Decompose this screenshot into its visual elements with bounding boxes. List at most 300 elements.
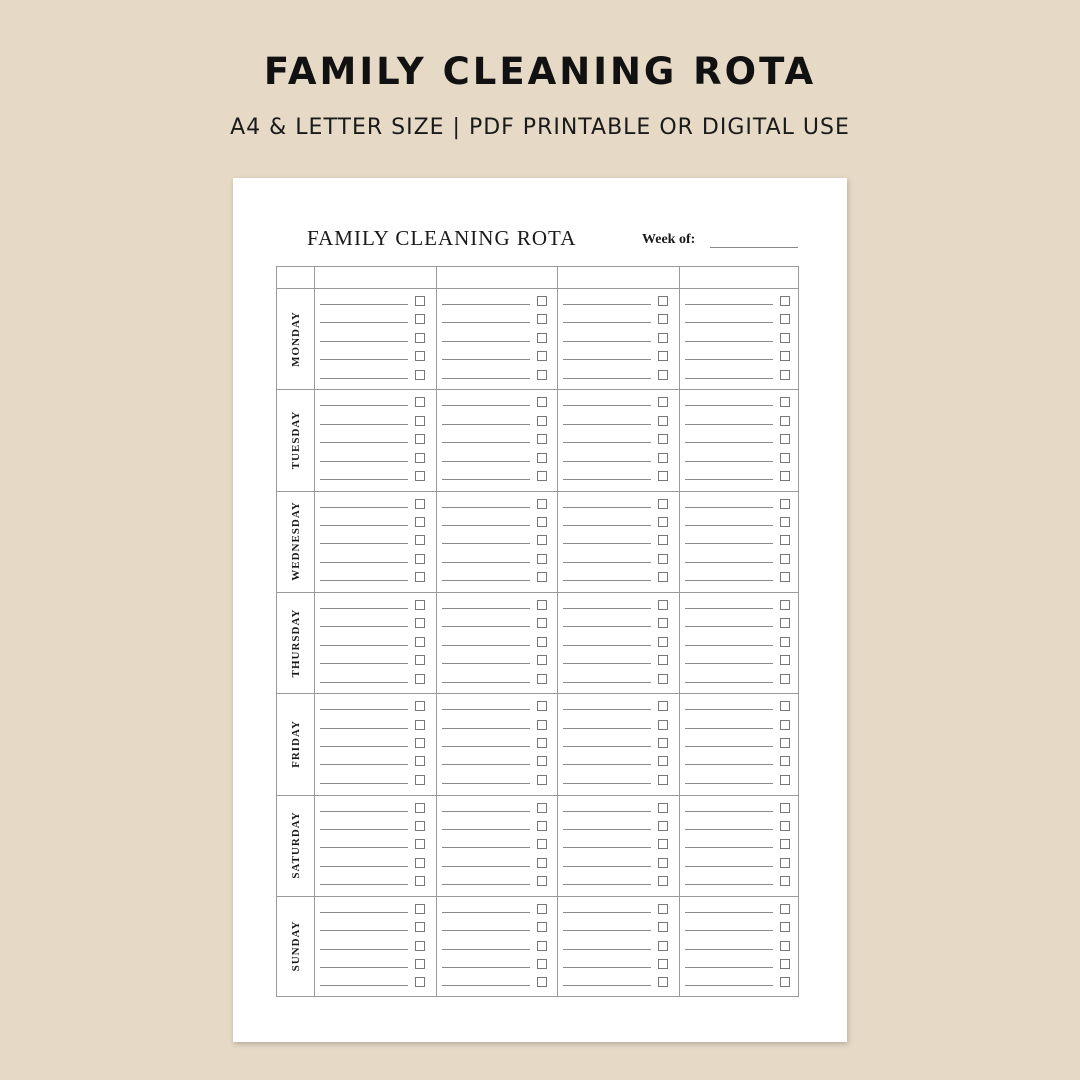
task-checkbox[interactable]	[780, 922, 790, 932]
task-checkbox[interactable]	[658, 535, 668, 545]
banner-subtitle: A4 & LETTER SIZE | PDF PRINTABLE OR DIGITAL USE	[230, 115, 850, 140]
task-checkbox[interactable]	[415, 416, 425, 426]
task-entry-line[interactable]	[320, 866, 408, 867]
task-entry-line[interactable]	[685, 866, 773, 867]
task-checkbox[interactable]	[658, 821, 668, 831]
column-header[interactable]	[679, 267, 801, 288]
task-entry-line[interactable]	[320, 626, 408, 627]
task-checkbox[interactable]	[780, 296, 790, 306]
task-entry-line[interactable]	[563, 930, 651, 931]
grid-header-divider	[277, 288, 798, 289]
task-checkbox[interactable]	[415, 554, 425, 564]
task-checkbox[interactable]	[780, 397, 790, 407]
task-entry-line[interactable]	[563, 442, 651, 443]
task-entry-line[interactable]	[563, 424, 651, 425]
task-entry-line[interactable]	[320, 461, 408, 462]
task-checkbox[interactable]	[780, 499, 790, 509]
task-checkbox[interactable]	[537, 858, 547, 868]
task-entry-line[interactable]	[320, 442, 408, 443]
task-checkbox[interactable]	[658, 720, 668, 730]
task-checkbox[interactable]	[780, 775, 790, 785]
task-checkbox[interactable]	[415, 701, 425, 711]
task-checkbox[interactable]	[658, 941, 668, 951]
task-entry-line[interactable]	[442, 341, 530, 342]
task-checkbox[interactable]	[415, 471, 425, 481]
task-entry-line[interactable]	[563, 543, 651, 544]
task-checkbox[interactable]	[537, 397, 547, 407]
task-entry-line[interactable]	[563, 866, 651, 867]
task-checkbox[interactable]	[415, 351, 425, 361]
task-entry-line[interactable]	[320, 645, 408, 646]
task-checkbox[interactable]	[415, 637, 425, 647]
grid-row-divider	[277, 693, 798, 694]
task-entry-line[interactable]	[563, 461, 651, 462]
task-entry-line[interactable]	[320, 847, 408, 848]
task-entry-line[interactable]	[563, 783, 651, 784]
task-checkbox[interactable]	[780, 858, 790, 868]
task-entry-line[interactable]	[442, 663, 530, 664]
task-checkbox[interactable]	[658, 397, 668, 407]
task-entry-line[interactable]	[442, 479, 530, 480]
day-label-tuesday	[277, 389, 314, 490]
task-entry-line[interactable]	[320, 829, 408, 830]
task-checkbox[interactable]	[658, 701, 668, 711]
task-checkbox[interactable]	[658, 618, 668, 628]
task-entry-line[interactable]	[442, 746, 530, 747]
task-checkbox[interactable]	[658, 904, 668, 914]
task-checkbox[interactable]	[537, 499, 547, 509]
task-checkbox[interactable]	[415, 959, 425, 969]
task-entry-line[interactable]	[563, 764, 651, 765]
task-entry-line[interactable]	[320, 985, 408, 986]
task-entry-line[interactable]	[563, 322, 651, 323]
task-checkbox[interactable]	[415, 738, 425, 748]
task-checkbox[interactable]	[415, 618, 425, 628]
task-entry-line[interactable]	[320, 728, 408, 729]
task-checkbox[interactable]	[415, 904, 425, 914]
task-entry-line[interactable]	[563, 304, 651, 305]
task-checkbox[interactable]	[780, 471, 790, 481]
task-entry-line[interactable]	[442, 884, 530, 885]
task-entry-line[interactable]	[685, 378, 773, 379]
task-checkbox[interactable]	[658, 471, 668, 481]
task-checkbox[interactable]	[780, 370, 790, 380]
task-checkbox[interactable]	[537, 296, 547, 306]
task-entry-line[interactable]	[685, 442, 773, 443]
task-checkbox[interactable]	[780, 416, 790, 426]
task-entry-line[interactable]	[685, 580, 773, 581]
task-entry-line[interactable]	[442, 608, 530, 609]
task-checkbox[interactable]	[537, 453, 547, 463]
task-entry-line[interactable]	[685, 829, 773, 830]
task-entry-line[interactable]	[685, 341, 773, 342]
task-checkbox[interactable]	[415, 333, 425, 343]
task-checkbox[interactable]	[537, 922, 547, 932]
task-entry-line[interactable]	[685, 847, 773, 848]
task-checkbox[interactable]	[780, 655, 790, 665]
task-checkbox[interactable]	[780, 351, 790, 361]
task-entry-line[interactable]	[442, 461, 530, 462]
task-entry-line[interactable]	[320, 884, 408, 885]
task-entry-line[interactable]	[563, 811, 651, 812]
task-entry-line[interactable]	[685, 608, 773, 609]
task-checkbox[interactable]	[780, 756, 790, 766]
task-checkbox[interactable]	[537, 674, 547, 684]
task-entry-line[interactable]	[442, 580, 530, 581]
task-entry-line[interactable]	[442, 709, 530, 710]
task-entry-line[interactable]	[320, 507, 408, 508]
task-entry-line[interactable]	[563, 709, 651, 710]
task-entry-line[interactable]	[563, 746, 651, 747]
task-entry-line[interactable]	[685, 912, 773, 913]
task-checkbox[interactable]	[537, 941, 547, 951]
task-checkbox[interactable]	[780, 517, 790, 527]
task-entry-line[interactable]	[442, 378, 530, 379]
task-entry-line[interactable]	[442, 543, 530, 544]
task-checkbox[interactable]	[537, 839, 547, 849]
task-entry-line[interactable]	[442, 811, 530, 812]
task-entry-line[interactable]	[685, 811, 773, 812]
task-entry-line[interactable]	[442, 728, 530, 729]
task-entry-line[interactable]	[320, 608, 408, 609]
task-checkbox[interactable]	[537, 600, 547, 610]
task-entry-line[interactable]	[685, 949, 773, 950]
task-entry-line[interactable]	[563, 405, 651, 406]
task-entry-line[interactable]	[320, 562, 408, 563]
task-checkbox[interactable]	[415, 434, 425, 444]
task-checkbox[interactable]	[415, 517, 425, 527]
grid-row-divider	[277, 896, 798, 897]
task-entry-line[interactable]	[685, 967, 773, 968]
task-checkbox[interactable]	[537, 637, 547, 647]
task-entry-line[interactable]	[685, 746, 773, 747]
task-entry-line[interactable]	[685, 461, 773, 462]
task-entry-line[interactable]	[563, 663, 651, 664]
task-checkbox[interactable]	[537, 554, 547, 564]
task-checkbox[interactable]	[537, 416, 547, 426]
task-entry-line[interactable]	[442, 847, 530, 848]
task-checkbox[interactable]	[415, 296, 425, 306]
task-checkbox[interactable]	[658, 674, 668, 684]
task-entry-line[interactable]	[685, 479, 773, 480]
task-checkbox[interactable]	[780, 701, 790, 711]
task-checkbox[interactable]	[537, 775, 547, 785]
task-entry-line[interactable]	[442, 645, 530, 646]
task-checkbox[interactable]	[658, 453, 668, 463]
task-checkbox[interactable]	[658, 803, 668, 813]
task-entry-line[interactable]	[442, 405, 530, 406]
task-entry-line[interactable]	[442, 525, 530, 526]
task-entry-line[interactable]	[685, 304, 773, 305]
task-entry-line[interactable]	[563, 608, 651, 609]
task-checkbox[interactable]	[537, 370, 547, 380]
task-checkbox[interactable]	[537, 803, 547, 813]
task-entry-line[interactable]	[442, 442, 530, 443]
task-checkbox[interactable]	[658, 517, 668, 527]
task-entry-line[interactable]	[442, 764, 530, 765]
column-header[interactable]	[314, 267, 436, 288]
task-entry-line[interactable]	[685, 663, 773, 664]
task-checkbox[interactable]	[415, 803, 425, 813]
task-entry-line[interactable]	[685, 543, 773, 544]
task-entry-line[interactable]	[442, 783, 530, 784]
task-checkbox[interactable]	[537, 977, 547, 987]
task-entry-line[interactable]	[685, 525, 773, 526]
task-entry-line[interactable]	[685, 359, 773, 360]
task-entry-line[interactable]	[685, 985, 773, 986]
task-entry-line[interactable]	[320, 811, 408, 812]
task-checkbox[interactable]	[658, 499, 668, 509]
task-checkbox[interactable]	[658, 922, 668, 932]
task-checkbox[interactable]	[658, 876, 668, 886]
task-entry-line[interactable]	[685, 728, 773, 729]
task-entry-line[interactable]	[320, 764, 408, 765]
task-entry-line[interactable]	[563, 341, 651, 342]
grid-column-divider	[679, 267, 680, 996]
task-checkbox[interactable]	[780, 941, 790, 951]
task-entry-line[interactable]	[563, 829, 651, 830]
task-checkbox[interactable]	[780, 618, 790, 628]
grid-column-divider	[314, 267, 315, 996]
task-entry-line[interactable]	[685, 322, 773, 323]
task-entry-line[interactable]	[563, 359, 651, 360]
task-checkbox[interactable]	[415, 600, 425, 610]
task-entry-line[interactable]	[320, 930, 408, 931]
task-checkbox[interactable]	[780, 314, 790, 324]
sheet-title: FAMILY CLEANING ROTA	[307, 226, 577, 250]
task-checkbox[interactable]	[415, 535, 425, 545]
task-checkbox[interactable]	[658, 554, 668, 564]
task-entry-line[interactable]	[685, 764, 773, 765]
task-entry-line[interactable]	[442, 682, 530, 683]
task-checkbox[interactable]	[415, 839, 425, 849]
task-checkbox[interactable]	[658, 600, 668, 610]
task-checkbox[interactable]	[658, 351, 668, 361]
task-checkbox[interactable]	[658, 370, 668, 380]
task-checkbox[interactable]	[415, 314, 425, 324]
task-checkbox[interactable]	[537, 720, 547, 730]
task-entry-line[interactable]	[442, 507, 530, 508]
task-checkbox[interactable]	[537, 333, 547, 343]
task-checkbox[interactable]	[780, 803, 790, 813]
task-checkbox[interactable]	[658, 977, 668, 987]
task-entry-line[interactable]	[563, 580, 651, 581]
task-checkbox[interactable]	[537, 572, 547, 582]
task-entry-line[interactable]	[685, 682, 773, 683]
task-entry-line[interactable]	[320, 341, 408, 342]
task-checkbox[interactable]	[537, 738, 547, 748]
task-checkbox[interactable]	[415, 720, 425, 730]
task-entry-line[interactable]	[320, 359, 408, 360]
task-checkbox[interactable]	[415, 858, 425, 868]
task-checkbox[interactable]	[658, 775, 668, 785]
task-checkbox[interactable]	[780, 720, 790, 730]
task-entry-line[interactable]	[563, 847, 651, 848]
task-checkbox[interactable]	[537, 618, 547, 628]
task-entry-line[interactable]	[320, 709, 408, 710]
task-entry-line[interactable]	[320, 543, 408, 544]
task-entry-line[interactable]	[685, 507, 773, 508]
task-entry-line[interactable]	[442, 304, 530, 305]
task-checkbox[interactable]	[658, 959, 668, 969]
task-entry-line[interactable]	[320, 967, 408, 968]
task-checkbox[interactable]	[537, 535, 547, 545]
task-checkbox[interactable]	[537, 434, 547, 444]
task-entry-line[interactable]	[563, 562, 651, 563]
task-checkbox[interactable]	[780, 904, 790, 914]
day-label-text: FRIDAY	[289, 719, 302, 768]
task-checkbox[interactable]	[415, 655, 425, 665]
task-checkbox[interactable]	[537, 517, 547, 527]
task-checkbox[interactable]	[537, 471, 547, 481]
task-entry-line[interactable]	[685, 783, 773, 784]
task-entry-line[interactable]	[685, 930, 773, 931]
task-checkbox[interactable]	[537, 314, 547, 324]
task-entry-line[interactable]	[563, 507, 651, 508]
task-checkbox[interactable]	[780, 738, 790, 748]
task-checkbox[interactable]	[537, 351, 547, 361]
task-checkbox[interactable]	[658, 756, 668, 766]
task-entry-line[interactable]	[320, 479, 408, 480]
task-entry-line[interactable]	[685, 405, 773, 406]
task-checkbox[interactable]	[415, 453, 425, 463]
day-label-saturday	[277, 795, 314, 896]
day-label-sunday	[277, 896, 314, 997]
task-checkbox[interactable]	[658, 416, 668, 426]
task-entry-line[interactable]	[320, 424, 408, 425]
task-entry-line[interactable]	[685, 645, 773, 646]
task-entry-line[interactable]	[563, 728, 651, 729]
task-entry-line[interactable]	[442, 424, 530, 425]
task-entry-line[interactable]	[320, 580, 408, 581]
task-checkbox[interactable]	[415, 397, 425, 407]
task-checkbox[interactable]	[780, 839, 790, 849]
task-entry-line[interactable]	[563, 479, 651, 480]
task-checkbox[interactable]	[780, 535, 790, 545]
day-label-text: WEDNESDAY	[289, 501, 302, 581]
task-entry-line[interactable]	[320, 783, 408, 784]
task-checkbox[interactable]	[415, 572, 425, 582]
task-entry-line[interactable]	[685, 424, 773, 425]
task-entry-line[interactable]	[442, 626, 530, 627]
task-checkbox[interactable]	[780, 959, 790, 969]
day-label-text: SUNDAY	[289, 921, 302, 972]
task-entry-line[interactable]	[563, 949, 651, 950]
task-checkbox[interactable]	[537, 701, 547, 711]
task-entry-line[interactable]	[442, 949, 530, 950]
task-checkbox[interactable]	[537, 655, 547, 665]
task-checkbox[interactable]	[658, 333, 668, 343]
task-checkbox[interactable]	[537, 756, 547, 766]
task-checkbox[interactable]	[658, 572, 668, 582]
task-entry-line[interactable]	[320, 949, 408, 950]
task-checkbox[interactable]	[415, 977, 425, 987]
task-entry-line[interactable]	[442, 359, 530, 360]
task-checkbox[interactable]	[415, 922, 425, 932]
task-entry-line[interactable]	[685, 626, 773, 627]
task-entry-line[interactable]	[442, 930, 530, 931]
task-entry-line[interactable]	[320, 663, 408, 664]
task-checkbox[interactable]	[415, 876, 425, 886]
task-entry-line[interactable]	[320, 378, 408, 379]
day-label-text: TUESDAY	[289, 410, 302, 470]
task-entry-line[interactable]	[442, 866, 530, 867]
task-checkbox[interactable]	[537, 876, 547, 886]
task-entry-line[interactable]	[685, 884, 773, 885]
task-entry-line[interactable]	[442, 985, 530, 986]
task-entry-line[interactable]	[320, 682, 408, 683]
task-entry-line[interactable]	[563, 884, 651, 885]
task-checkbox[interactable]	[537, 959, 547, 969]
task-checkbox[interactable]	[415, 775, 425, 785]
task-checkbox[interactable]	[415, 499, 425, 509]
task-checkbox[interactable]	[537, 904, 547, 914]
task-entry-line[interactable]	[563, 912, 651, 913]
task-entry-line[interactable]	[442, 912, 530, 913]
task-checkbox[interactable]	[780, 434, 790, 444]
task-entry-line[interactable]	[442, 829, 530, 830]
task-checkbox[interactable]	[780, 453, 790, 463]
task-checkbox[interactable]	[658, 296, 668, 306]
task-checkbox[interactable]	[658, 637, 668, 647]
task-entry-line[interactable]	[563, 378, 651, 379]
task-checkbox[interactable]	[780, 572, 790, 582]
task-checkbox[interactable]	[658, 655, 668, 665]
task-entry-line[interactable]	[442, 967, 530, 968]
column-header[interactable]	[557, 267, 679, 288]
task-entry-line[interactable]	[442, 322, 530, 323]
task-checkbox[interactable]	[415, 941, 425, 951]
task-checkbox[interactable]	[658, 314, 668, 324]
task-entry-line[interactable]	[320, 912, 408, 913]
task-entry-line[interactable]	[563, 967, 651, 968]
task-entry-line[interactable]	[685, 709, 773, 710]
task-entry-line[interactable]	[320, 304, 408, 305]
task-checkbox[interactable]	[780, 333, 790, 343]
task-checkbox[interactable]	[780, 876, 790, 886]
task-entry-line[interactable]	[685, 562, 773, 563]
task-checkbox[interactable]	[415, 370, 425, 380]
task-checkbox[interactable]	[780, 674, 790, 684]
task-entry-line[interactable]	[442, 562, 530, 563]
task-entry-line[interactable]	[320, 525, 408, 526]
task-entry-line[interactable]	[320, 746, 408, 747]
task-checkbox[interactable]	[780, 554, 790, 564]
task-entry-line[interactable]	[563, 985, 651, 986]
task-checkbox[interactable]	[780, 637, 790, 647]
rota-grid	[276, 266, 799, 997]
task-checkbox[interactable]	[780, 600, 790, 610]
task-entry-line[interactable]	[563, 682, 651, 683]
task-checkbox[interactable]	[780, 821, 790, 831]
task-checkbox[interactable]	[415, 821, 425, 831]
task-checkbox[interactable]	[658, 738, 668, 748]
task-checkbox[interactable]	[658, 839, 668, 849]
task-checkbox[interactable]	[658, 858, 668, 868]
task-entry-line[interactable]	[563, 645, 651, 646]
task-checkbox[interactable]	[780, 977, 790, 987]
task-entry-line[interactable]	[320, 405, 408, 406]
day-label-friday	[277, 693, 314, 794]
task-entry-line[interactable]	[563, 525, 651, 526]
task-checkbox[interactable]	[415, 674, 425, 684]
task-checkbox[interactable]	[658, 434, 668, 444]
task-entry-line[interactable]	[563, 626, 651, 627]
column-header[interactable]	[436, 267, 558, 288]
task-checkbox[interactable]	[537, 821, 547, 831]
task-entry-line[interactable]	[320, 322, 408, 323]
task-checkbox[interactable]	[415, 756, 425, 766]
